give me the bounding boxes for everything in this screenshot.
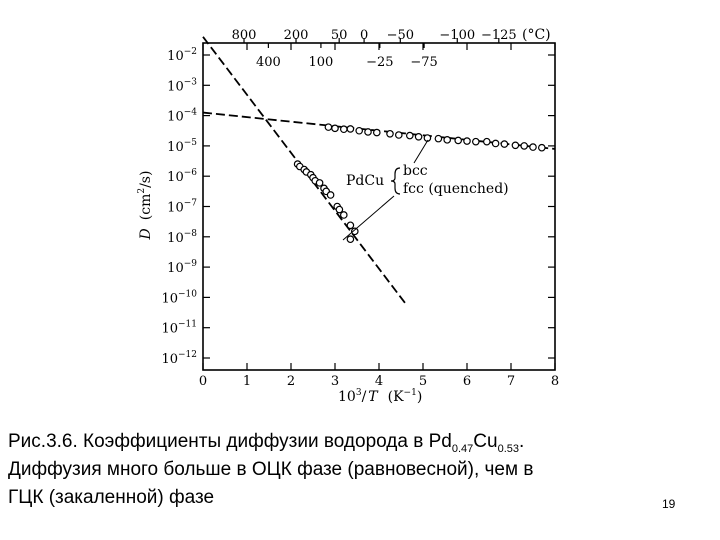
legend-leader-bcc	[414, 140, 428, 163]
top-axis-label: −125	[480, 28, 517, 43]
data-point-bcc	[435, 135, 441, 141]
top-axis-label: 0	[359, 28, 369, 43]
x-tick-label: 3	[330, 374, 340, 389]
data-point-fcc	[341, 212, 347, 218]
y-tick-label: $10^{-3}$	[167, 77, 197, 95]
top-axis-label: 400	[255, 55, 281, 70]
y-axis-label: $D(cm^2/s)$	[137, 170, 154, 240]
y-tick-label: $10^{-2}$	[167, 47, 197, 64]
top-axis-label: 100	[308, 55, 334, 70]
data-point-bcc	[396, 132, 402, 138]
legend-brace	[391, 168, 400, 194]
tick-marks	[203, 38, 555, 370]
top-axis-labels	[232, 28, 517, 70]
y-tick-labels	[161, 47, 197, 367]
data-point-bcc	[325, 124, 331, 130]
top-axis-label: 200	[283, 28, 309, 43]
legend-entry-fcc: fcc (quenched)	[403, 181, 509, 197]
data-point-bcc	[455, 137, 461, 143]
data-point-bcc	[444, 137, 450, 143]
data-point-bcc	[387, 131, 393, 137]
x-tick-label: 4	[374, 374, 384, 389]
x-tick-label: 1	[242, 374, 252, 389]
data-point-bcc	[464, 138, 470, 144]
caption-line-3: ГЦК (закаленной) фазе	[8, 487, 215, 508]
data-point-bcc	[415, 134, 421, 140]
y-tick-label: $10^{-6}$	[167, 168, 197, 186]
top-axis-label: 800	[231, 28, 257, 43]
y-tick-label: $10^{-10}$	[161, 289, 197, 307]
data-point-bcc	[512, 142, 518, 148]
data-point-bcc	[332, 125, 338, 131]
caption-line-1: Рис.3.6. Коэффициенты диффузии водорода в $Pd_{0.47}Cu_{0.53}$.	[8, 431, 525, 455]
y-tick-label: $10^{-12}$	[161, 350, 197, 367]
data-point-bcc	[374, 129, 380, 135]
plot-frame	[203, 43, 555, 370]
x-axis-label: $10^3/$ T $(K^{-1})$	[338, 388, 423, 405]
data-point-bcc	[407, 132, 413, 138]
data-point-bcc	[530, 144, 536, 150]
y-tick-label: $10^{-7}$	[167, 198, 197, 216]
y-tick-label: $10^{-9}$	[167, 259, 197, 277]
legend-label: PdCu	[346, 173, 385, 189]
data-point-bcc	[365, 129, 371, 135]
legend	[343, 140, 509, 240]
top-axis-label: 50	[330, 28, 348, 43]
x-tick-label: 8	[550, 374, 560, 389]
page-number: 19	[662, 497, 676, 511]
data-point-bcc	[501, 141, 507, 147]
fit-lines	[203, 37, 555, 304]
y-tick-label: $10^{-11}$	[161, 319, 197, 337]
data-point-bcc	[492, 140, 498, 146]
data-point-bcc	[347, 126, 353, 132]
x-tick-label: 5	[418, 374, 428, 389]
data-point-bcc	[484, 138, 490, 144]
data-point-bcc	[473, 138, 479, 144]
data-point-fcc	[316, 180, 322, 186]
x-tick-label: 7	[506, 374, 516, 389]
top-axis-label: −75	[410, 55, 438, 70]
legend-leader-fcc	[343, 196, 394, 240]
legend-entry-bcc: bcc	[403, 163, 428, 179]
data-point-bcc	[539, 145, 545, 151]
caption-line-2: Диффузия много больше в ОЦК фазе (равновесной), чем в	[8, 459, 534, 480]
top-axis-unit: (°C)	[522, 27, 551, 43]
data-point-fcc	[347, 236, 353, 242]
y-tick-label: $10^{-4}$	[167, 107, 197, 125]
data-point-bcc	[356, 128, 362, 134]
data-point-bcc	[521, 143, 527, 149]
x-tick-labels	[199, 374, 559, 389]
data-point-bcc	[341, 126, 347, 132]
top-axis-label: −100	[439, 28, 476, 43]
x-tick-label: 0	[198, 374, 208, 389]
data-point-fcc	[327, 192, 333, 198]
top-axis-label: −50	[386, 28, 415, 43]
y-tick-label: $10^{-5}$	[167, 137, 197, 155]
data-point-fcc	[336, 206, 342, 212]
top-axis-label: −25	[366, 55, 394, 70]
x-tick-label: 2	[286, 374, 296, 389]
y-tick-label: $10^{-8}$	[167, 228, 197, 246]
data-point-fcc	[347, 222, 353, 228]
x-tick-label: 6	[462, 374, 472, 389]
